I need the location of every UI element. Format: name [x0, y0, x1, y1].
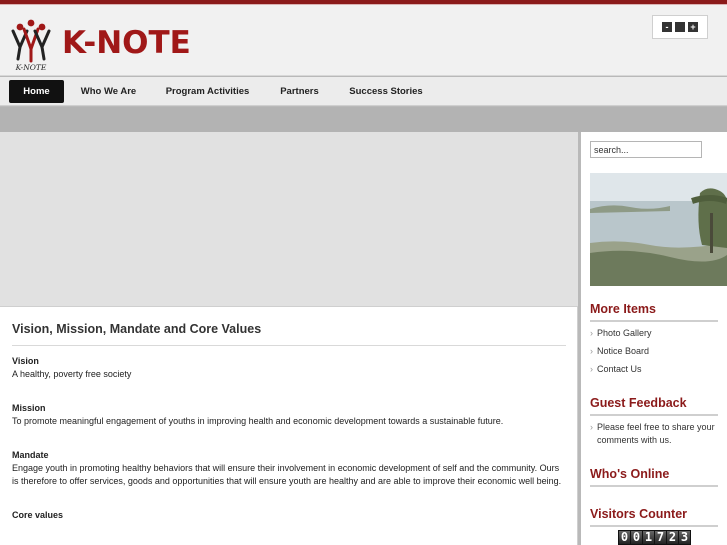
mandate-heading: Mandate: [12, 450, 49, 460]
nav-home[interactable]: Home: [9, 80, 64, 103]
notice-board-link[interactable]: › Notice Board: [590, 346, 650, 356]
counter-digit: 3: [680, 530, 689, 544]
nav-partners[interactable]: Partners: [280, 86, 319, 97]
logo-caption: K-NOTE: [15, 63, 47, 72]
search-input[interactable]: [590, 141, 702, 158]
mandate-text: Engage youth in promoting healthy behaviors that will ensure their involvement in economic development of self and the community. Ours is therefore to offer services, goods and opportunities that will ensure youth are healthy and are able to improve their economic well being.: [12, 463, 562, 486]
article: [12, 322, 566, 522]
site-header: [0, 5, 727, 76]
photo-gallery-link[interactable]: › Photo Gallery: [590, 328, 652, 338]
mandate-section: [12, 449, 566, 488]
core-values-heading: Core values: [12, 510, 64, 520]
logo-text: K-NOTE: [62, 25, 191, 61]
lake-photo: [590, 173, 727, 286]
visitors-counter-heading: Visitors Counter: [590, 507, 718, 527]
more-items-heading: More Items: [590, 302, 718, 322]
logo-figures-icon: [8, 17, 54, 73]
font-size-controls: [652, 15, 708, 39]
bullet-arrow-icon: ›: [590, 364, 593, 374]
main-content: [0, 132, 578, 545]
guest-feedback-heading: Guest Feedback: [590, 396, 718, 416]
site-logo[interactable]: [8, 17, 191, 75]
page-title: Vision, Mission, Mandate and Core Values: [12, 322, 566, 346]
decrease-font-button[interactable]: -: [662, 22, 672, 32]
core-values-section: [12, 509, 566, 522]
banner-area: [0, 132, 578, 307]
counter-digit: 2: [668, 530, 677, 544]
reset-font-button[interactable]: [675, 22, 685, 32]
counter-digit: 0: [632, 530, 641, 544]
increase-font-button[interactable]: +: [688, 22, 698, 32]
visitors-counter: [618, 530, 691, 545]
contact-us-link[interactable]: › Contact Us: [590, 364, 642, 374]
vision-text: A healthy, poverty free society: [12, 369, 132, 379]
bullet-arrow-icon: ›: [590, 328, 593, 338]
bullet-arrow-icon: ›: [590, 422, 593, 432]
vision-section: [12, 355, 566, 381]
bullet-arrow-icon: ›: [590, 346, 593, 356]
sidebar: [581, 132, 727, 545]
counter-digit: 0: [620, 530, 629, 544]
whos-online-heading: Who's Online: [590, 467, 718, 487]
main-navigation: [0, 77, 727, 106]
mission-section: [12, 402, 566, 428]
guest-feedback-link[interactable]: › Please feel free to share your comments with us.: [590, 422, 715, 445]
header-divider-strip: [0, 107, 727, 132]
nav-success-stories[interactable]: Success Stories: [349, 86, 423, 97]
nav-program-activities[interactable]: Program Activities: [165, 86, 250, 97]
counter-digit: 1: [644, 530, 653, 544]
vision-heading: Vision: [12, 356, 39, 366]
counter-digit: 7: [656, 530, 665, 544]
mission-heading: Mission: [12, 403, 46, 413]
nav-who-we-are[interactable]: Who We Are: [80, 86, 137, 97]
mission-text: To promote meaningful engagement of youths in improving health and economic development towards a sustainable future.: [12, 416, 504, 426]
